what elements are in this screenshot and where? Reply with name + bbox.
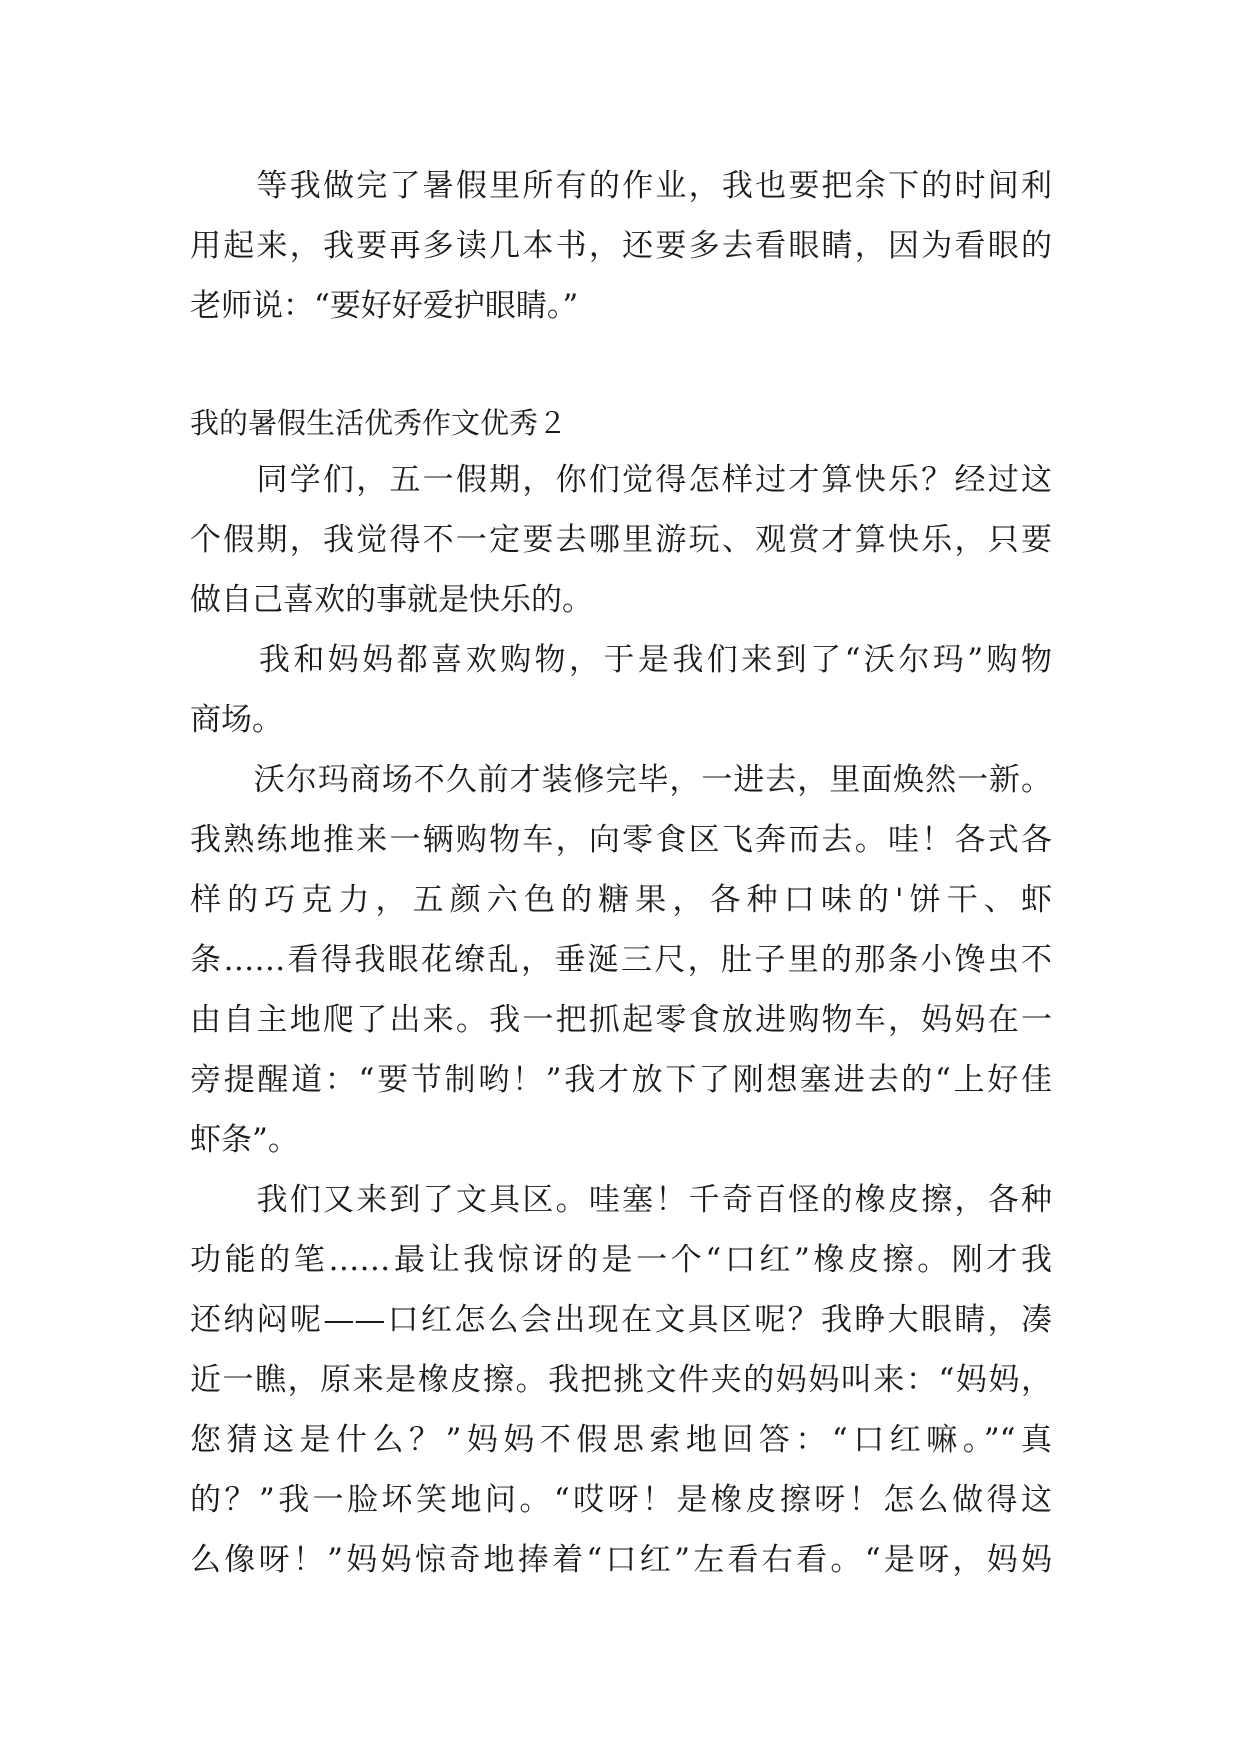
paragraph-line: 我和妈妈都喜欢购物，于是我们来到了“沃尔玛”购物 bbox=[190, 642, 1052, 678]
paragraph-line: 么像呀！”妈妈惊奇地捧着“口红”左看右看。“是呀，妈妈 bbox=[190, 1542, 1052, 1578]
paragraph-line: 老师说：“要好好爱护眼睛。” bbox=[190, 288, 579, 324]
paragraph-line: 的？”我一脸坏笑地问。“哎呀！是橡皮擦呀！怎么做得这 bbox=[190, 1482, 1052, 1518]
paragraph-line: 商场。 bbox=[190, 702, 283, 738]
paragraph-line: 还纳闷呢——口红怎么会出现在文具区呢？我睁大眼睛，凑 bbox=[190, 1302, 1052, 1338]
paragraph-line: 旁提醒道：“要节制哟！”我才放下了刚想塞进去的“上好佳 bbox=[190, 1062, 1052, 1098]
paragraph-line: 近一瞧，原来是橡皮擦。我把挑文件夹的妈妈叫来：“妈妈， bbox=[190, 1362, 1052, 1398]
paragraph-line: 您猜这是什么？”妈妈不假思索地回答：“口红嘛。”“真 bbox=[190, 1422, 1052, 1458]
paragraph-line: 样的巧克力，五颜六色的糖果，各种口味的'饼干、虾 bbox=[190, 882, 1052, 918]
paragraph-line: 条……看得我眼花缭乱，垂涎三尺，肚子里的那条小馋虫不 bbox=[190, 942, 1052, 978]
paragraph-line: 同学们，五一假期，你们觉得怎样过才算快乐？经过这 bbox=[190, 462, 1052, 498]
paragraph-line: 我熟练地推来一辆购物车，向零食区飞奔而去。哇！各式各 bbox=[190, 822, 1052, 858]
paragraph-line: 用起来，我要再多读几本书，还要多去看眼睛，因为看眼的 bbox=[190, 228, 1052, 264]
paragraph-line: 个假期，我觉得不一定要去哪里游玩、观赏才算快乐，只要 bbox=[190, 522, 1052, 558]
paragraph-line: 我们又来到了文具区。哇塞！千奇百怪的橡皮擦，各种 bbox=[190, 1182, 1052, 1218]
paragraph-line: 由自主地爬了出来。我一把抓起零食放进购物车，妈妈在一 bbox=[190, 1002, 1052, 1038]
paragraph-line: 功能的笔……最让我惊讶的是一个“口红”橡皮擦。刚才我 bbox=[190, 1242, 1052, 1278]
paragraph-line: 沃尔玛商场不久前才装修完毕，一进去，里面焕然一新。 bbox=[190, 762, 1052, 798]
section-heading: 我的暑假生活优秀作文优秀２ bbox=[190, 406, 568, 440]
paragraph-line: 等我做完了暑假里所有的作业，我也要把余下的时间利 bbox=[190, 168, 1052, 204]
paragraph-line: 做自己喜欢的事就是快乐的。 bbox=[190, 582, 593, 618]
paragraph-line: 虾条”。 bbox=[190, 1122, 299, 1158]
